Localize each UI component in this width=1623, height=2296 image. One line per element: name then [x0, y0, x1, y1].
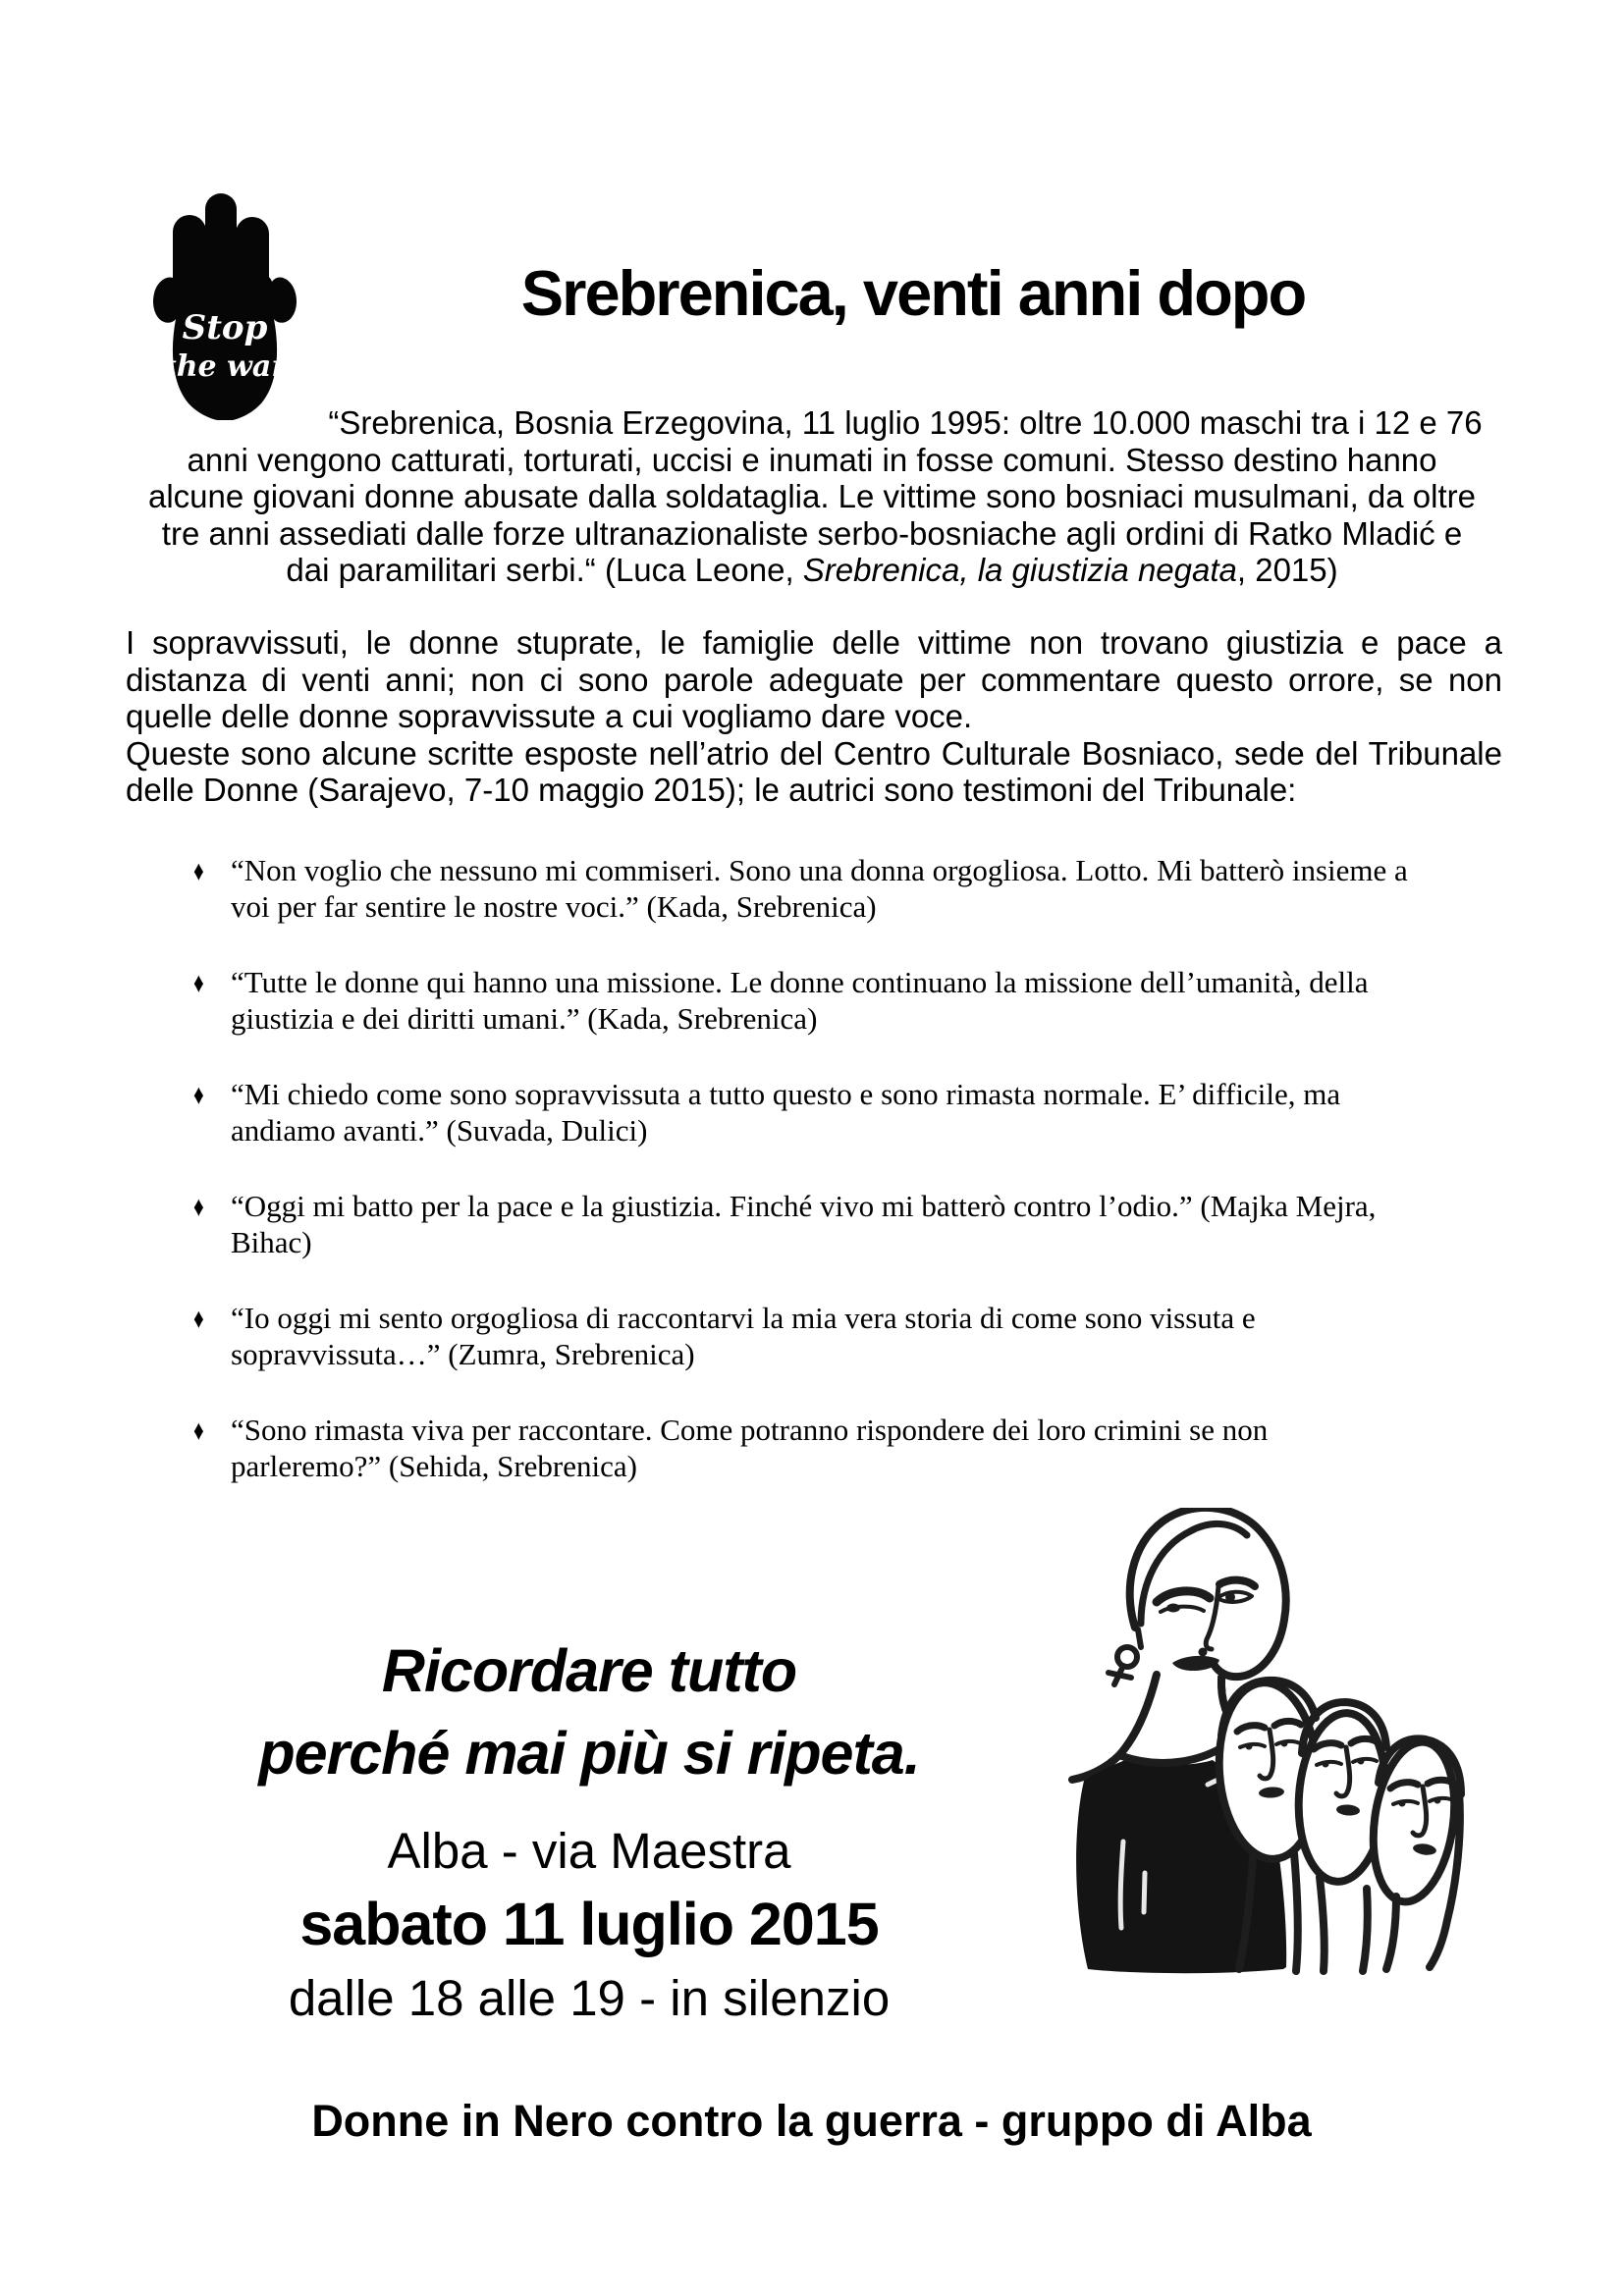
quote-line: tre anni assediati dalle forze ultranazionaliste serbo-bosniache agli ordini di Ratko Mladić e	[161, 514, 1463, 552]
quote-line: alcune giovani donne abusate dalla soldataglia. Le vittime sono bosniaci musulmani, da oltre	[147, 478, 1477, 514]
women-in-black-illustration	[1062, 1508, 1479, 1989]
quote-line: anni vengono catturati, torturati, uccisi e inumati in fosse comuni. Stesso destino hanno	[187, 441, 1437, 478]
diamond-bullet-icon: ♦	[193, 1079, 204, 1110]
book-title: Srebrenica, la giustizia negata	[802, 552, 1237, 588]
quote-line-attribution	[132, 552, 1492, 589]
intro-text	[126, 624, 1502, 809]
event-time: dalle 18 alle 19 - in silenzio	[288, 1970, 891, 2026]
slogan-line-2: perché mai più si ripeta.	[258, 1720, 920, 1787]
testimony-text: “Tutte le donne qui hanno una missione. Le donne continuano la missione dell’umanità, della giustizia e dei diritti umani.” (Kada, Srebrenica)	[231, 965, 1369, 1036]
organizer-footer: Donne in Nero contro la guerra - gruppo di Alba	[311, 2096, 1312, 2146]
testimony-text: “Sono rimasta viva per raccontare. Come potranno rispondere dei loro crimini se non parleremo?” (Sehida, Srebrenica)	[231, 1413, 1269, 1483]
intro-paragraph-1: I sopravvissuti, le donne stuprate, le famiglie delle vittime non trovano giustizia e pace a distanza di venti anni; non ci sono parole adeguate per commentare questo orrore, se non quelle delle donne sopravvissute a cui vogliamo dare voce.	[126, 624, 1502, 735]
list-item	[193, 1076, 1419, 1148]
stop-the-war-hand-icon	[147, 190, 302, 420]
event-location: Alba - via Maestra	[387, 1823, 791, 1879]
list-item	[193, 1412, 1419, 1484]
slogan-line-1: Ricordare tutto	[381, 1637, 797, 1704]
event-details	[98, 1814, 1080, 2035]
testimony-text: “Oggi mi batto per la pace e la giustizia. Finché vivo mi batterò contro l’odio.” (Majka Mejra, Bihac)	[231, 1189, 1377, 1259]
event-date: sabato 11 luglio 2015	[299, 1891, 879, 1957]
list-item	[193, 852, 1419, 925]
opening-quote	[132, 404, 1492, 589]
testimony-text: “Non voglio che nessuno mi commiseri. Sono una donna orgogliosa. Lotto. Mi batterò insieme a voi per far sentire le nostre voci.” (Kada, Srebrenica)	[231, 853, 1408, 924]
quote-attribution-suffix: , 2015)	[1236, 552, 1338, 588]
list-item	[193, 1300, 1419, 1372]
logo-text-line1: Stop	[182, 308, 268, 347]
quote-line: “Srebrenica, Bosnia Erzegovina, 11 luglio 1995: oltre 10.000 maschi tra i 12 e 76	[328, 404, 1483, 441]
list-item	[193, 1188, 1419, 1260]
testimony-text: “Io oggi mi sento orgogliosa di raccontarvi la mia vera storia di come sono vissuta e sopravvissuta…” (Zumra, Srebrenica)	[231, 1301, 1256, 1371]
list-item	[193, 964, 1419, 1037]
female-symbol-earring	[1109, 1647, 1137, 1684]
testimony-list	[193, 852, 1419, 1523]
diamond-bullet-icon: ♦	[193, 1191, 204, 1222]
quote-attribution-prefix: dai paramilitari serbi.“ (Luca Leone,	[286, 552, 803, 588]
logo-text-line2: the war	[162, 349, 288, 384]
testimony-text: “Mi chiedo come sono sopravvissuta a tutto questo e sono rimasta normale. E’ difficile, ma andiamo avanti.” (Suvada, Dulici)	[231, 1077, 1341, 1148]
diamond-bullet-icon: ♦	[193, 1415, 204, 1446]
diamond-bullet-icon: ♦	[193, 967, 204, 998]
diamond-bullet-icon: ♦	[193, 1303, 204, 1334]
slogan-block	[98, 1629, 1080, 2035]
page-title: Srebrenica, venti anni dopo	[520, 256, 1306, 329]
intro-paragraph-2: Queste sono alcune scritte esposte nell’atrio del Centro Culturale Bosniaco, sede del Tribunale delle Donne (Sarajevo, 7-10 maggio 2015); le autrici sono testimoni del Tribunale:	[126, 734, 1502, 809]
diamond-bullet-icon: ♦	[193, 855, 204, 886]
